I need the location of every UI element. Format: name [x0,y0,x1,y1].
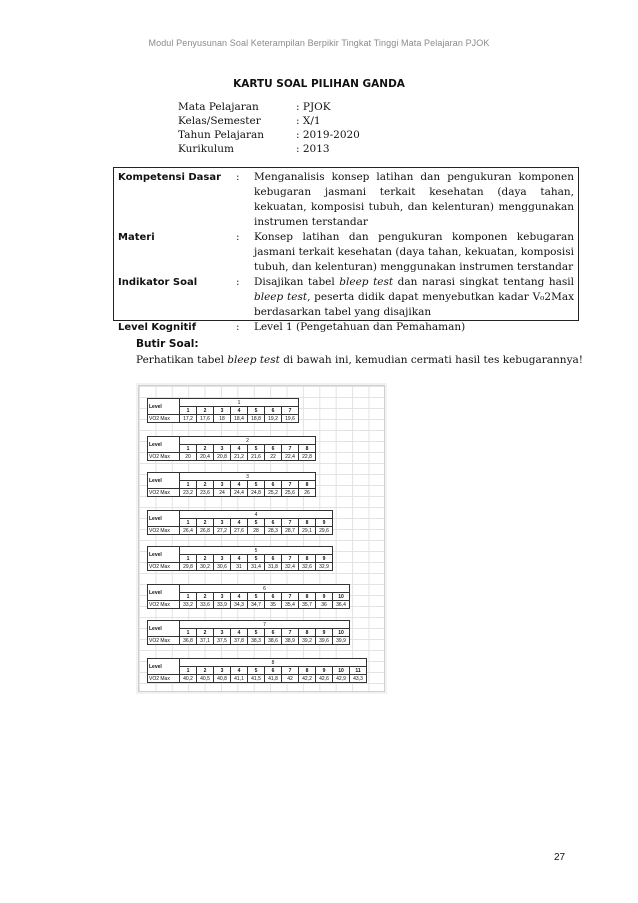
kd-key: Materi [118,232,155,243]
shuttle-number: 1 [180,481,197,489]
vo2-value: 17,6 [197,415,214,423]
kd-value: Konsep latihan dan pengukuran komponen kebugaran jasmani terkait kesehatan (daya tahan, kekuatan, komposisi tubuh, dan kelenturan) menggunakan instrumen terstandar [254,231,574,273]
bleep-level-table [147,398,299,423]
shuttle-number: 6 [265,593,282,601]
meta-key: Kelas/Semester [178,115,261,127]
level-number: 8 [180,659,367,667]
vo2-label: VO2 Max [148,601,180,609]
vo2-value: 42 [282,675,299,683]
vo2-value: 31,4 [248,563,265,571]
kd-colon: : [236,231,240,243]
bleep-level-table [147,510,333,535]
shuttle-number: 1 [180,555,197,563]
shuttle-number: 1 [180,407,197,415]
meta-row [178,100,360,114]
kd-row-level [118,320,574,335]
vo2-value: 27,6 [231,527,248,535]
butir-text-post: di bawah ini, kemudian cermati hasil tes kebugarannya! [279,354,583,366]
shuttle-number: 3 [214,519,231,527]
vo2-label: VO2 Max [148,415,180,423]
bleep-level-table [147,436,316,461]
shuttle-number: 4 [231,667,248,675]
shuttle-number: 4 [231,555,248,563]
vo2-value: 42,6 [316,675,333,683]
shuttle-number: 5 [248,667,265,675]
kd-value [254,275,574,320]
vo2-value: 22,4 [282,453,299,461]
kd-value: Menganalisis konsep latihan dan pengukuran komponen kebugaran jasmani terkait kesehatan (daya tahan, kekuatan, komposisi tubuh, dan kelenturan) menggunakan instrumen terstandar [254,171,574,228]
vo2-value: 38,6 [265,637,282,645]
vo2-value: 32,4 [282,563,299,571]
vo2-value: 40,2 [180,675,197,683]
shuttle-number: 11 [350,667,367,675]
vo2-value: 29,6 [316,527,333,535]
vo2-value: 17,2 [180,415,197,423]
shuttle-number: 7 [282,481,299,489]
shuttle-number: 9 [316,667,333,675]
shuttle-number: 7 [282,555,299,563]
shuttle-number: 5 [248,629,265,637]
level-label: Level [148,511,180,527]
shuttle-number: 3 [214,481,231,489]
level-number: 1 [180,399,299,407]
meta-value: : 2013 [296,143,330,155]
level-label: Level [148,399,180,415]
vo2-value: 33,9 [214,601,231,609]
shuttle-number: 2 [197,593,214,601]
vo2-value: 18 [214,415,231,423]
shuttle-number: 5 [248,481,265,489]
level-number: 5 [180,547,333,555]
shuttle-number: 9 [316,629,333,637]
shuttle-number: 10 [333,593,350,601]
vo2-value: 24,4 [231,489,248,497]
level-label: Level [148,437,180,453]
shuttle-number: 9 [316,593,333,601]
shuttle-number: 10 [333,667,350,675]
shuttle-number: 8 [299,481,316,489]
vo2-value: 41,8 [265,675,282,683]
shuttle-number: 3 [214,445,231,453]
shuttle-number: 6 [265,555,282,563]
vo2-value: 37,5 [214,637,231,645]
bleep-level-table [147,546,333,571]
shuttle-number: 9 [316,519,333,527]
shuttle-number: 4 [231,481,248,489]
vo2-value: 37,1 [197,637,214,645]
vo2-value: 26,8 [197,527,214,535]
kd-row-kompetensi [118,170,574,230]
shuttle-number: 6 [265,445,282,453]
vo2-value: 34,7 [248,601,265,609]
shuttle-number: 5 [248,593,265,601]
butir-label: Butir Soal: [136,338,199,350]
indikator-text: dan narasi singkat tentang hasil [393,276,575,288]
shuttle-number: 7 [282,407,299,415]
shuttle-number: 5 [248,445,265,453]
meta-value: : X/1 [296,115,321,127]
meta-value: : 2019-2020 [296,129,360,141]
shuttle-number: 3 [214,667,231,675]
shuttle-number: 4 [231,593,248,601]
indikator-text: Disajikan tabel [254,276,340,288]
shuttle-number: 5 [248,519,265,527]
bleep-test-spreadsheet [138,385,385,692]
butir-soal [136,336,583,368]
vo2-label: VO2 Max [148,675,180,683]
vo2-value: 23,2 [180,489,197,497]
vo2-value: 38,3 [248,637,265,645]
vo2-value: 33,6 [197,601,214,609]
shuttle-number: 1 [180,629,197,637]
vo2-value: 35,4 [282,601,299,609]
shuttle-number: 8 [299,667,316,675]
shuttle-number: 8 [299,629,316,637]
vo2-value: 29,8 [180,563,197,571]
vo2-value: 28,3 [265,527,282,535]
level-label: Level [148,585,180,601]
vo2-value: 19,6 [282,415,299,423]
butir-text-pre: Perhatikan tabel [136,354,228,366]
vo2-value: 18,4 [231,415,248,423]
shuttle-number: 7 [282,519,299,527]
vo2-value: 40,5 [197,675,214,683]
bleep-level-table [147,472,316,497]
running-header: Modul Penyusunan Soal Keterampilan Berpikir Tingkat Tinggi Mata Pelajaran PJOK [148,38,490,48]
vo2-value: 41,5 [248,675,265,683]
card-title: KARTU SOAL PILIHAN GANDA [233,78,405,90]
kd-key: Level Kognitif [118,322,197,333]
shuttle-number: 3 [214,629,231,637]
shuttle-number: 10 [333,629,350,637]
shuttle-number: 9 [316,555,333,563]
vo2-value: 42,2 [299,675,316,683]
meta-row [178,128,360,142]
shuttle-number: 2 [197,481,214,489]
shuttle-number: 8 [299,519,316,527]
shuttle-number: 2 [197,519,214,527]
shuttle-number: 2 [197,555,214,563]
vo2-value: 36,8 [180,637,197,645]
vo2-value: 20,4 [197,453,214,461]
vo2-value: 23,6 [197,489,214,497]
vo2-value: 43,3 [350,675,367,683]
shuttle-number: 8 [299,445,316,453]
vo2-value: 19,2 [265,415,282,423]
butir-text-em: bleep test [227,354,280,366]
indikator-em: bleep test [254,291,308,303]
vo2-value: 25,2 [265,489,282,497]
meta-key: Mata Pelajaran [178,101,259,113]
vo2-value: 33,2 [180,601,197,609]
vo2-value: 36,4 [333,601,350,609]
kd-key: Indikator Soal [118,277,198,288]
vo2-value: 35 [265,601,282,609]
level-label: Level [148,621,180,637]
vo2-value: 21,6 [248,453,265,461]
shuttle-number: 8 [299,593,316,601]
meta-value: : PJOK [296,101,331,113]
vo2-label: VO2 Max [148,453,180,461]
bleep-tables [147,398,383,690]
butir-text [136,352,583,368]
vo2-value: 34,3 [231,601,248,609]
vo2-label: VO2 Max [148,563,180,571]
shuttle-number: 7 [282,629,299,637]
vo2-value: 24 [214,489,231,497]
vo2-value: 42,9 [333,675,350,683]
vo2-value: 20 [180,453,197,461]
vo2-value: 22 [265,453,282,461]
shuttle-number: 4 [231,445,248,453]
level-number: 4 [180,511,333,519]
shuttle-number: 1 [180,445,197,453]
kd-colon: : [236,321,240,333]
vo2-value: 39,2 [299,637,316,645]
level-number: 6 [180,585,350,593]
shuttle-number: 2 [197,629,214,637]
vo2-value: 30,2 [197,563,214,571]
shuttle-number: 6 [265,629,282,637]
vo2-value: 26 [299,489,316,497]
vo2-value: 39,6 [316,637,333,645]
indikator-em: bleep test [339,276,394,288]
vo2-value: 18,8 [248,415,265,423]
vo2-value: 38,9 [282,637,299,645]
vo2-value: 36 [316,601,333,609]
vo2-value: 28,7 [282,527,299,535]
shuttle-number: 5 [248,555,265,563]
shuttle-number: 7 [282,593,299,601]
shuttle-number: 1 [180,593,197,601]
meta-key: Kurikulum [178,143,234,155]
vo2-value: 40,8 [214,675,231,683]
shuttle-number: 8 [299,555,316,563]
vo2-value: 30,6 [214,563,231,571]
bleep-level-table [147,658,367,683]
meta-row [178,114,360,128]
kd-value: Level 1 (Pengetahuan dan Pemahaman) [254,321,466,333]
vo2-label: VO2 Max [148,527,180,535]
vo2-value: 32,9 [316,563,333,571]
bleep-level-table [147,620,350,645]
shuttle-number: 2 [197,407,214,415]
shuttle-number: 4 [231,519,248,527]
vo2-value: 35,7 [299,601,316,609]
shuttle-number: 2 [197,667,214,675]
shuttle-number: 4 [231,407,248,415]
vo2-value: 21,2 [231,453,248,461]
kd-key: Kompetensi Dasar [118,172,222,183]
vo2-value: 32,6 [299,563,316,571]
level-label: Level [148,547,180,563]
level-number: 2 [180,437,316,445]
shuttle-number: 5 [248,407,265,415]
kd-colon: : [236,276,240,288]
kd-row-indikator [118,275,574,320]
vo2-value: 24,8 [248,489,265,497]
shuttle-number: 6 [265,667,282,675]
vo2-value: 27,2 [214,527,231,535]
indikator-text: , peserta didik dapat menyebutkan kadar V₀2Max berdasarkan tabel yang disajikan [254,291,575,318]
meta-key: Tahun Pelajaran [178,129,265,141]
vo2-value: 41,1 [231,675,248,683]
vo2-value: 22,8 [299,453,316,461]
level-label: Level [148,473,180,489]
vo2-value: 29,1 [299,527,316,535]
meta-row [178,142,360,156]
kd-colon: : [236,171,240,183]
shuttle-number: 1 [180,519,197,527]
shuttle-number: 6 [265,481,282,489]
shuttle-number: 6 [265,407,282,415]
level-number: 7 [180,621,350,629]
vo2-value: 31,8 [265,563,282,571]
bleep-level-table [147,584,350,609]
level-number: 3 [180,473,316,481]
kd-box [113,167,579,333]
shuttle-number: 2 [197,445,214,453]
shuttle-number: 4 [231,629,248,637]
vo2-value: 20,8 [214,453,231,461]
shuttle-number: 7 [282,445,299,453]
shuttle-number: 6 [265,519,282,527]
vo2-label: VO2 Max [148,637,180,645]
vo2-value: 28 [248,527,265,535]
vo2-value: 39,9 [333,637,350,645]
kd-row-materi [118,230,574,275]
page-number: 27 [554,852,566,863]
shuttle-number: 3 [214,555,231,563]
shuttle-number: 3 [214,593,231,601]
card-meta [178,100,360,156]
shuttle-number: 7 [282,667,299,675]
level-label: Level [148,659,180,675]
shuttle-number: 3 [214,407,231,415]
vo2-value: 37,8 [231,637,248,645]
vo2-value: 31 [231,563,248,571]
shuttle-number: 1 [180,667,197,675]
vo2-value: 25,6 [282,489,299,497]
vo2-label: VO2 Max [148,489,180,497]
vo2-value: 26,4 [180,527,197,535]
